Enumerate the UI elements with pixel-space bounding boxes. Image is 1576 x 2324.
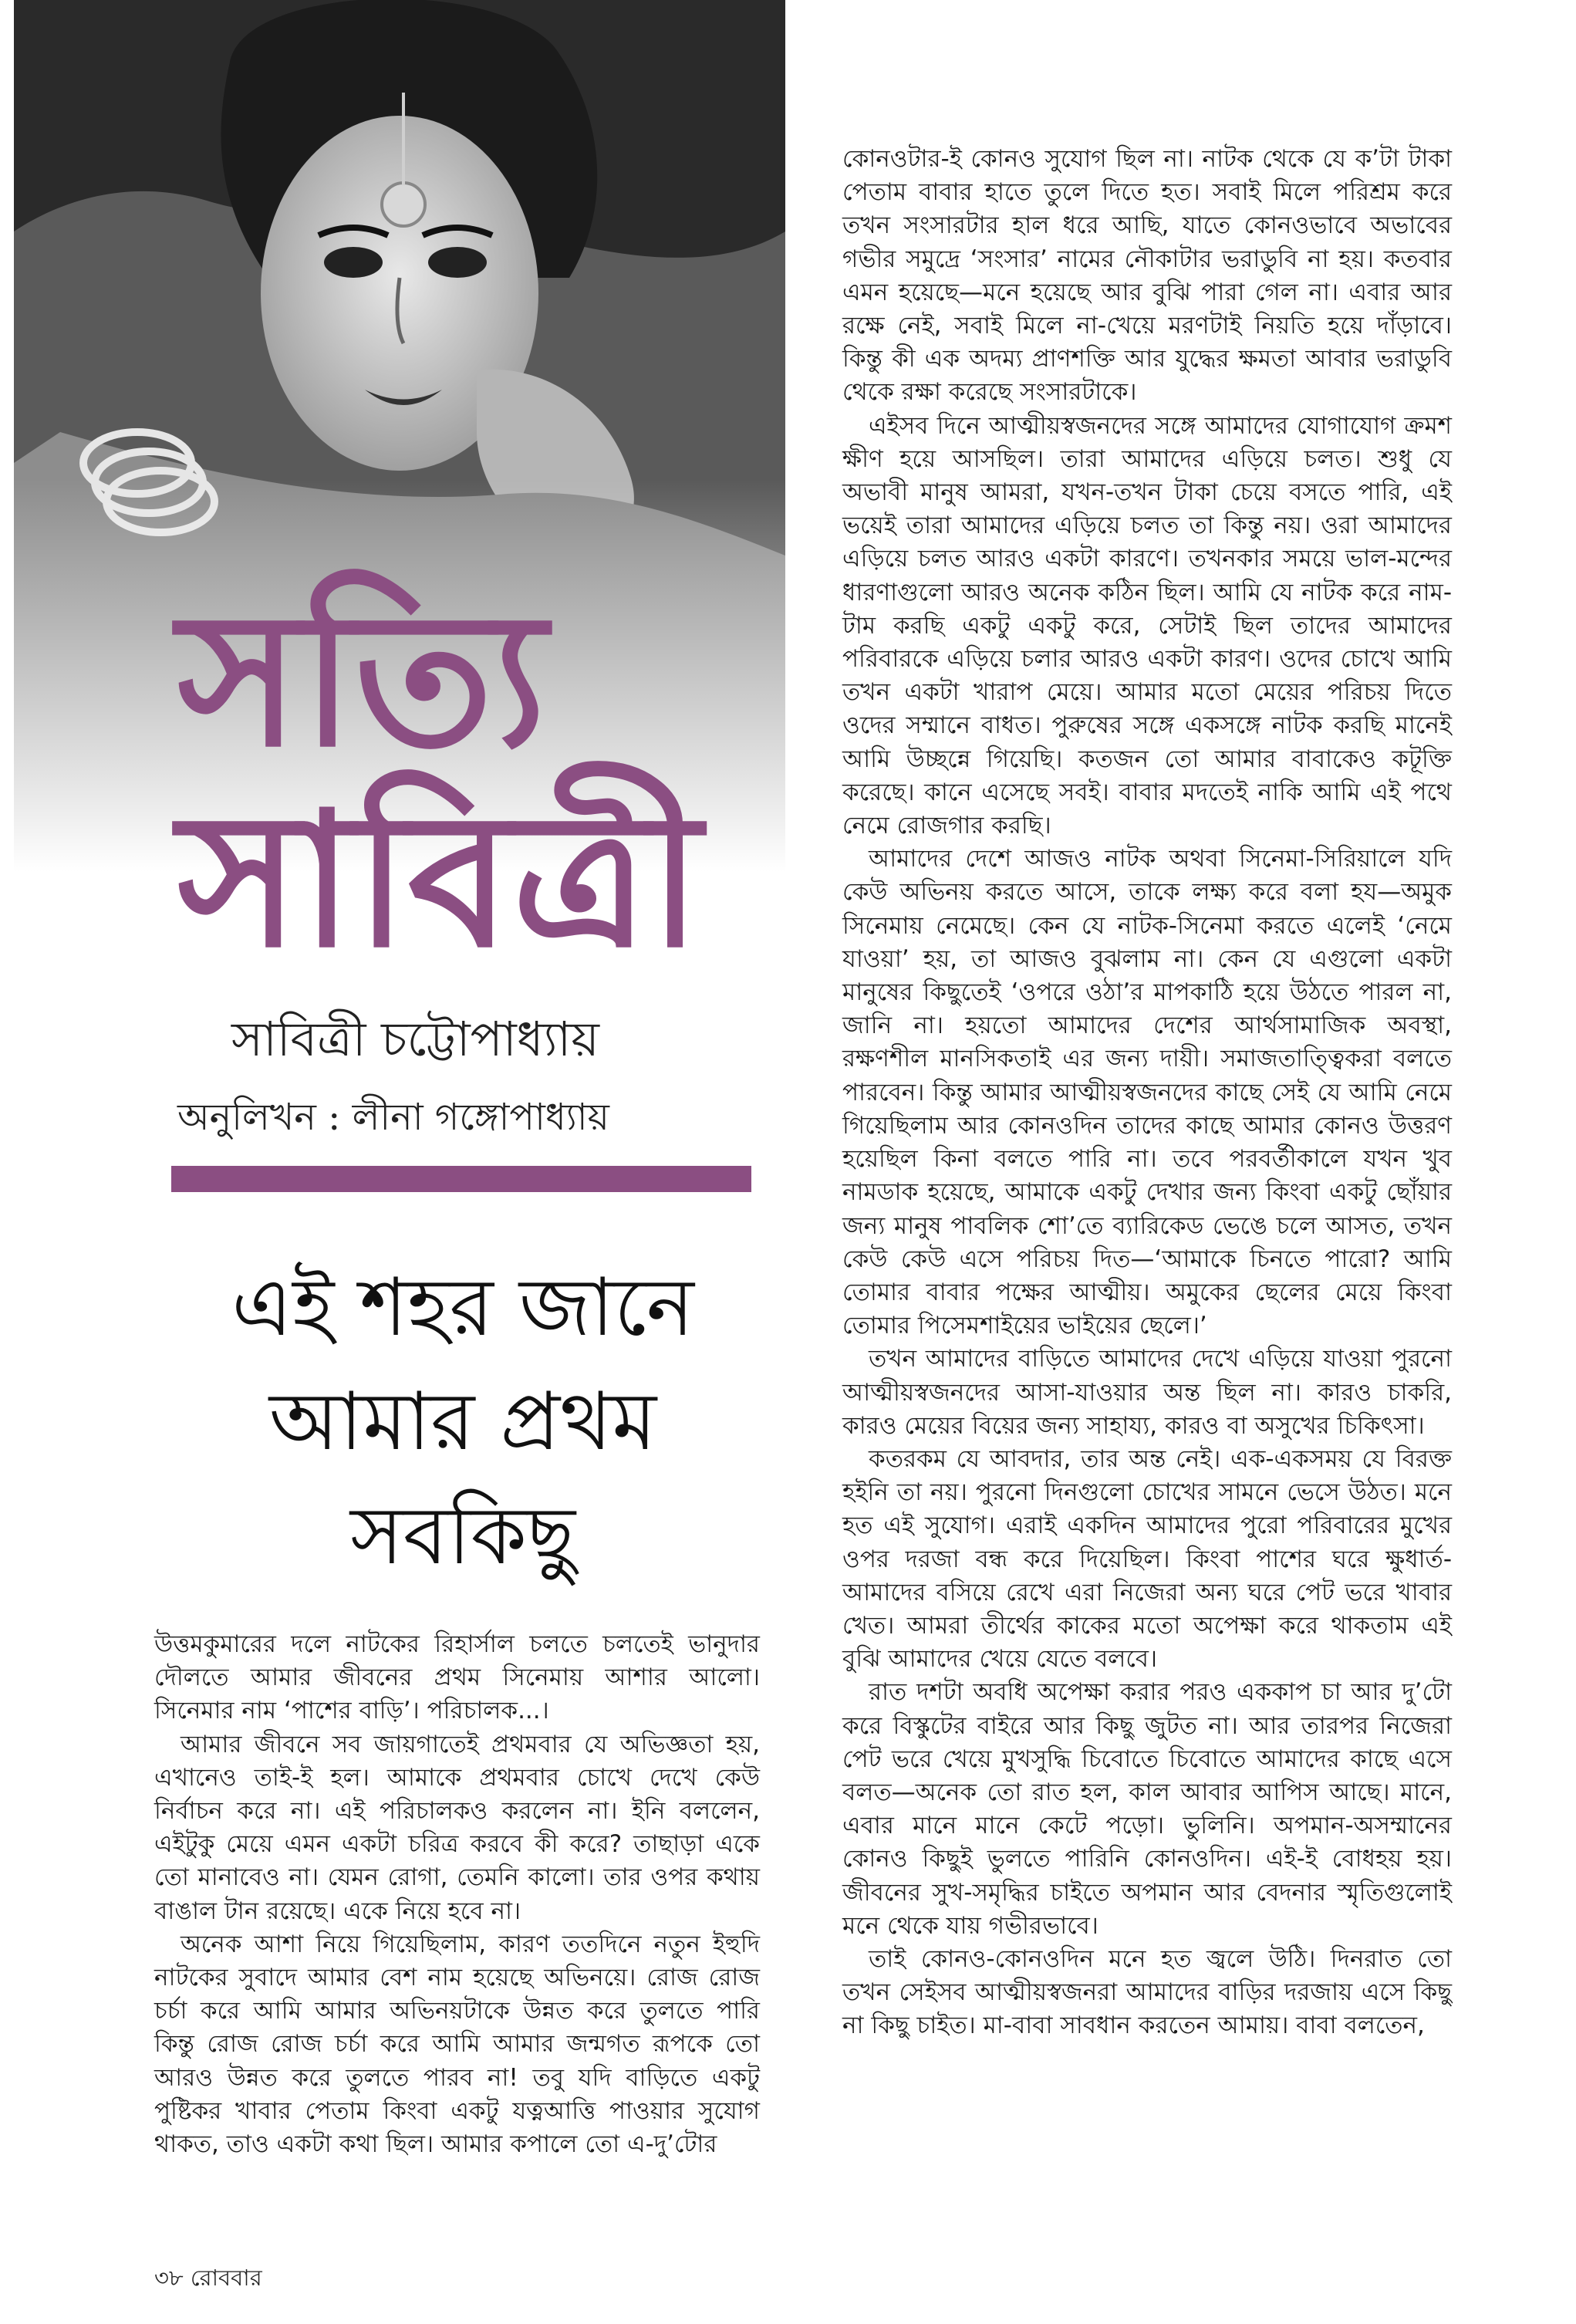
right-column xyxy=(842,143,1452,2043)
headline-line: এই শহর জানে xyxy=(231,1260,694,1354)
transcriber-credit: অনুলিখন : লীনা গঙ্গোপাধ্যায় xyxy=(177,1096,609,1139)
paragraph: কোনওটার-ই কোনও সুযোগ ছিল না। নাটক থেকে যে ক’টা টাকা পেতাম বাবার হাতে তুলে দিতে হত। সবাই মিলে পরিশ্রম করে তখন সংসারটার হাল ধরে আছি, যাতে কোনওভাবে অভাবের গভীর সমুদ্রে ‘সংসার’ নামের নৌকাটার ভরাডুবি না হয়। কতবার এমন হয়েছে—মনে হয়েছে আর বুঝি পারা গেল না। এবার আর রক্ষে নেই, সবাই মিলে না-খেয়ে মরণটাই নিয়তি হয়ে দাঁড়াবে। কিন্তু কী এক অদম্য প্রাণশক্তি আর যুদ্ধের ক্ষমতা আবার ভরাডুবি থেকে রক্ষা করেছে সংসারটাকে। xyxy=(842,145,1452,407)
headline-line: আমার প্রথম xyxy=(268,1374,657,1468)
page-folio: ৩৮ রোববার xyxy=(154,2265,262,2291)
paragraph: তাই কোনও-কোনওদিন মনে হত জ্বলে উঠি। দিনরাত তো তখন সেইসব আত্মীয়স্বজনরা আমাদের বাড়ির দরজায় এসে কিছু না কিছু চাইত। মা-বাবা সাবধান করতেন আমায়। বাবা বলতেন, xyxy=(842,1944,1452,2040)
headline-line: সবকিছু xyxy=(349,1488,576,1583)
headline xyxy=(154,1250,771,1593)
left-column xyxy=(154,1628,760,2161)
paragraph: তখন আমাদের বাড়িতে আমাদের দেখে এড়িয়ে যাওয়া পুরনো আত্মীয়স্বজনদের আসা-যাওয়ার অন্ত ছিল না। কারও চাকরি, কারও মেয়ের বিয়ের জন্য সাহায্য, কারও বা অসুখের চিকিৎসা। xyxy=(842,1345,1452,1440)
title-line-1: সত্যি xyxy=(177,570,548,788)
paragraph: আমাদের দেশে আজও নাটক অথবা সিনেমা-সিরিয়ালে যদি কেউ অভিনয় করতে আসে, তাকে লক্ষ্য করে বলা হয—অমুক সিনেমায় নেমেছে। কেন যে নাটক-সিনেমা করতে এলেই ‘নেমে যাওয়া’ হয়, তা আজও বুঝলাম না। কেন যে এগুলো একটা মানুষের কিছুতেই ‘ওপরে ওঠা’র মাপকাঠি হয়ে উঠতে পারল না, জানি না। হয়তো আমাদের দেশের আর্থসামাজিক অবস্থা, রক্ষণশীল মানসিকতাই এর জন্য দায়ী। সমাজতাত্ত্বিকরা বলতে পারবেন। কিন্তু আমার আত্মীয়স্বজনদের কাছে সেই যে আমি নেমে গিয়েছিলাম আর কোনওদিন তাদের কাছে আমার কোনও উত্তরণ হয়েছিল কিনা বলতে পারি না। তবে পরবর্তীকালে যখন খুব নামডাক হয়েছে, আমাকে একটু দেখার জন্য কিংবা একটু ছোঁয়ার জন্য মানুষ পাবলিক শো’তে ব্যারিকেড ভেঙে চলে আসত, তখন কেউ কেউ এসে পরিচয় দিত—‘আমাকে চিনতে পারো? আমি তোমার বাবার পক্ষের আত্মীয়। অমুকের ছেলের মেয়ে কিংবা তোমার পিসেমশাইয়ের ভাইয়ের ছেলে।’ xyxy=(842,845,1452,1340)
paragraph: আমার জীবনে সব জায়গাতেই প্রথমবার যে অভিজ্ঞতা হয়, এখানেও তাই-ই হল। আমাকে প্রথমবার চোখে দেখে কেউ নির্বাচন করে না। এই পরিচালকও করলেন না। ইনি বললেন, এইটুকু মেয়ে এমন একটা চরিত্র করবে কী করে? তাছাড়া একে তো মানাবেও না। যেমন রোগা, তেমনি কালো। তার ওপর কথায় বাঙাল টান রয়েছে। একে নিয়ে হবে না। xyxy=(154,1730,760,1925)
author-name: সাবিত্রী চট্টোপাধ্যায় xyxy=(231,1011,599,1067)
paragraph: কতরকম যে আবদার, তার অন্ত নেই। এক-একসময় যে বিরক্ত হইনি তা নয়। পুরনো দিনগুলো চোখের সামনে ভেসে উঠত। মনে হত এই সুযোগ। এরাই একদিন আমাদের পুরো পরিবারের মুখের ওপর দরজা বন্ধ করে দিয়েছিল। কিংবা পাশের ঘরে ক্ষুধার্ত-আমাদের বসিয়ে রেখে এরা নিজেরা অন্য ঘরে পেট ভরে খাবার খেত। আমরা তীর্থের কাকের মতো অপেক্ষা করে থাকতাম এই বুঝি আমাদের খেয়ে যেতে বলবে। xyxy=(842,1444,1452,1674)
accent-rule xyxy=(171,1166,751,1192)
paragraph: রাত দশটা অবধি অপেক্ষা করার পরও এককাপ চা আর দু’টো করে বিস্কুটের বাইরে আর কিছু জুটত না। আর তারপর নিজেরা পেট ভরে খেয়ে মুখসুদ্ধি চিবোতে চিবোতে আমাদের কাছে এসে বলত—অনেক তো রাত হল, কাল আবার আপিস আছে। মানে, এবার মানে মানে কেটে পড়ো। ভুলিনি। অপমান-অসম্মানের কোনও কিছুই ভুলতে পারিনি কোনওদিন। এই-ই বোধহয় হয়। জীবনের সুখ-সমৃদ্ধির চাইতে অপমান আর বেদনার স্মৃতিগুলোই মনে থেকে যায় গভীরভাবে। xyxy=(842,1678,1452,1940)
paragraph: উত্তমকুমারের দলে নাটকের রিহার্সাল চলতে চলতেই ভানুদার দৌলতে আমার জীবনের প্রথম সিনেমায় আশার আলো। সিনেমার নাম ‘পাশের বাড়ি’। পরিচালক...। xyxy=(154,1630,760,1725)
paragraph: এইসব দিনে আত্মীয়স্বজনদের সঙ্গে আমাদের যোগাযোগ ক্রমশ ক্ষীণ হয়ে আসছিল। তারা আমাদের এড়িয়ে চলত। শুধু যে অভাবী মানুষ আমরা, যখন-তখন টাকা চেয়ে বসতে পারি, এই ভয়েই তারা আমাদের এড়িয়ে চলত তা কিন্তু নয়। ওরা আমাদের এড়িয়ে চলত আরও একটা কারণে। তখনকার সময়ে ভাল-মন্দের ধারণাগুলো আরও অনেক কঠিন ছিল। আমি যে নাটক করে নাম-টাম করছি একটু একটু করে, সেটাই ছিল তাদের আমাদের পরিবারকে এড়িয়ে চলার আরও একটা কারণ। ওদের চোখে আমি তখন একটা খারাপ মেয়ে। আমার মতো মেয়ের পরিচয় দিতে ওদের সম্মানে বাধত। পুরুষের সঙ্গে একসঙ্গে নাটক করছি মানেই আমি উচ্ছন্নে গিয়েছি। কতজন তো আমার বাবাকেও কটূক্তি করেছে। কানে এসেছে সবই। বাবার মদতেই নাকি আমি এই পথে নেমে রোজগার করছি। xyxy=(842,411,1452,840)
title-line-2: সাবিত্রী xyxy=(177,771,704,988)
paragraph: অনেক আশা নিয়ে গিয়েছিলাম, কারণ ততদিনে নতুন ইহুদি নাটকের সুবাদে আমার বেশ নাম হয়েছে অভিনয়ে। রোজ রোজ চর্চা করে আমি আমার অভিনয়টাকে উন্নত করে তুলতে পারি কিন্তু রোজ রোজ চর্চা করে আমি আমার জন্মগত রূপকে তো আরও উন্নত করে তুলতে পারব না! তবু যদি বাড়িতে একটু পুষ্টিকর খাবার পেতাম কিংবা একটু যত্নআত্তি পাওয়ার সুযোগ থাকত, তাও একটা কথা ছিল। আমার কপালে তো এ-দু’টোর xyxy=(154,1930,760,2159)
